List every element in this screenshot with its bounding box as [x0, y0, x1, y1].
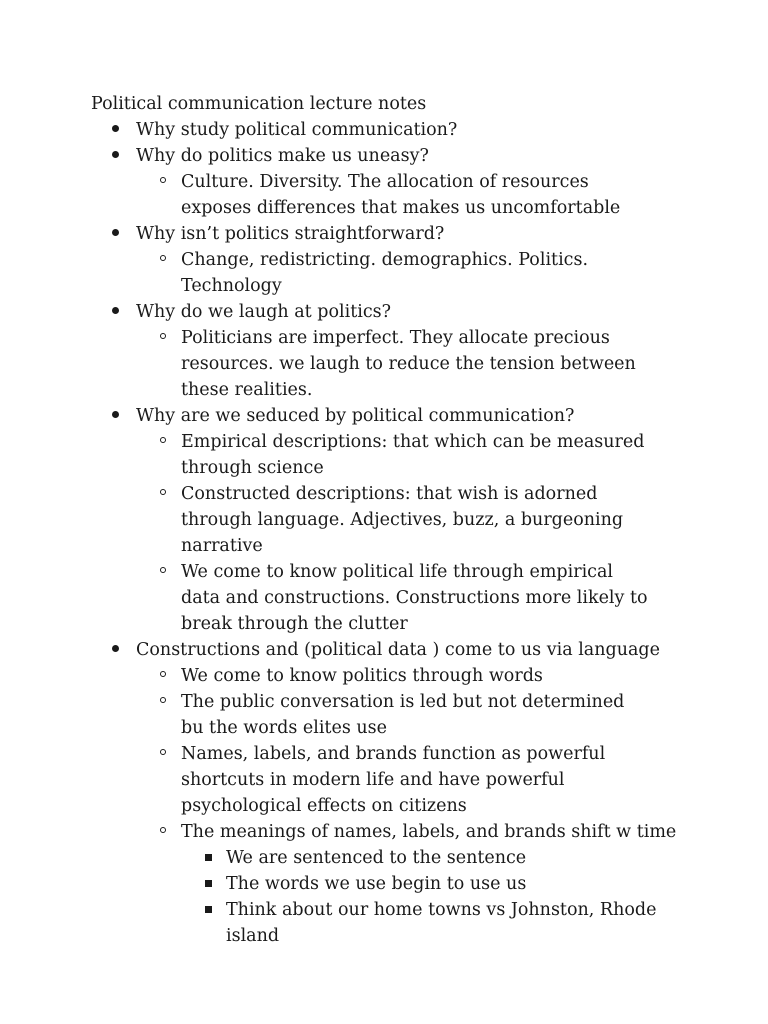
hollow-bullet-icon [160, 749, 166, 755]
sub-list [136, 325, 696, 403]
hollow-bullet-icon [160, 489, 166, 495]
list-item [0, 403, 696, 637]
sub-list-item [136, 819, 696, 949]
bullet-list [0, 117, 696, 949]
sub-list-item [136, 663, 696, 689]
sub-list-item-text: The meanings of names, labels, and brands shift w time [181, 822, 677, 842]
sub-list-item-text: We come to know politics through words [181, 666, 543, 686]
square-bullet-icon [205, 880, 212, 887]
list-item-text: Why do we laugh at politics? [136, 302, 391, 322]
sub-list-item [136, 689, 696, 741]
list-item-text: Constructions and (political data ) come to us via language [136, 640, 660, 660]
list-item-text: Why do politics make us uneasy? [136, 146, 429, 166]
list-item [0, 221, 696, 299]
list-item [0, 117, 696, 143]
sub-list-item [136, 325, 696, 403]
filled-bullet-icon [112, 125, 119, 132]
sub-list-item [136, 169, 696, 221]
sub-sub-list-item [181, 845, 696, 871]
square-bullet-icon [205, 906, 212, 913]
list-item [0, 143, 696, 221]
sub-sub-list-item [181, 871, 696, 897]
hollow-bullet-icon [160, 827, 166, 833]
sub-sub-list-item-text: The words we use begin to use us [226, 874, 527, 894]
sub-sub-list [181, 845, 696, 949]
filled-bullet-icon [112, 229, 119, 236]
list-item-text: Why study political communication? [136, 120, 458, 140]
sub-list-item-text: Change, redistricting. demographics. Politics. Technology [181, 250, 589, 296]
list-item [0, 637, 696, 949]
sub-sub-list-item-text: Think about our home towns vs Johnston, Rhode island [226, 900, 657, 946]
sub-list-item [136, 559, 696, 637]
sub-list-item-text: We come to know political life through empirical data and constructions. Constructions more likely to break through the clutter [181, 562, 648, 634]
sub-list-item-text: Empirical descriptions: that which can be measured through science [181, 432, 645, 478]
hollow-bullet-icon [160, 255, 166, 261]
filled-bullet-icon [112, 307, 119, 314]
square-bullet-icon [205, 854, 212, 861]
sub-sub-list-item [181, 897, 696, 949]
sub-list-item [136, 429, 696, 481]
sub-sub-list-item-text: We are sentenced to the sentence [226, 848, 527, 868]
sub-list-item [136, 741, 696, 819]
sub-list [136, 663, 696, 949]
sub-list-item-text: Constructed descriptions: that wish is adorned through language. Adjectives, buzz, a burgeoning narrative [181, 484, 624, 556]
hollow-bullet-icon [160, 333, 166, 339]
hollow-bullet-icon [160, 437, 166, 443]
list-item-text: Why are we seduced by political communication? [136, 406, 575, 426]
sub-list [136, 169, 696, 221]
sub-list-item [136, 247, 696, 299]
sub-list [136, 247, 696, 299]
hollow-bullet-icon [160, 697, 166, 703]
sub-list-item [136, 481, 696, 559]
filled-bullet-icon [112, 411, 119, 418]
sub-list [136, 429, 696, 637]
list-item [0, 299, 696, 403]
sub-list-item-text: Politicians are imperfect. They allocate precious resources. we laugh to reduce the tension between these realities. [181, 328, 636, 400]
sub-list-item-text: Names, labels, and brands function as powerful shortcuts in modern life and have powerful psychological effects on citizens [181, 744, 606, 816]
list-item-text: Why isn’t politics straightforward? [136, 224, 445, 244]
sub-list-item-text: The public conversation is led but not determined bu the words elites use [181, 692, 625, 738]
hollow-bullet-icon [160, 177, 166, 183]
document-title: Political communication lecture notes [91, 94, 427, 114]
filled-bullet-icon [112, 151, 119, 158]
hollow-bullet-icon [160, 671, 166, 677]
hollow-bullet-icon [160, 567, 166, 573]
sub-list-item-text: Culture. Diversity. The allocation of resources exposes differences that makes us uncomfortable [181, 172, 621, 218]
filled-bullet-icon [112, 645, 119, 652]
